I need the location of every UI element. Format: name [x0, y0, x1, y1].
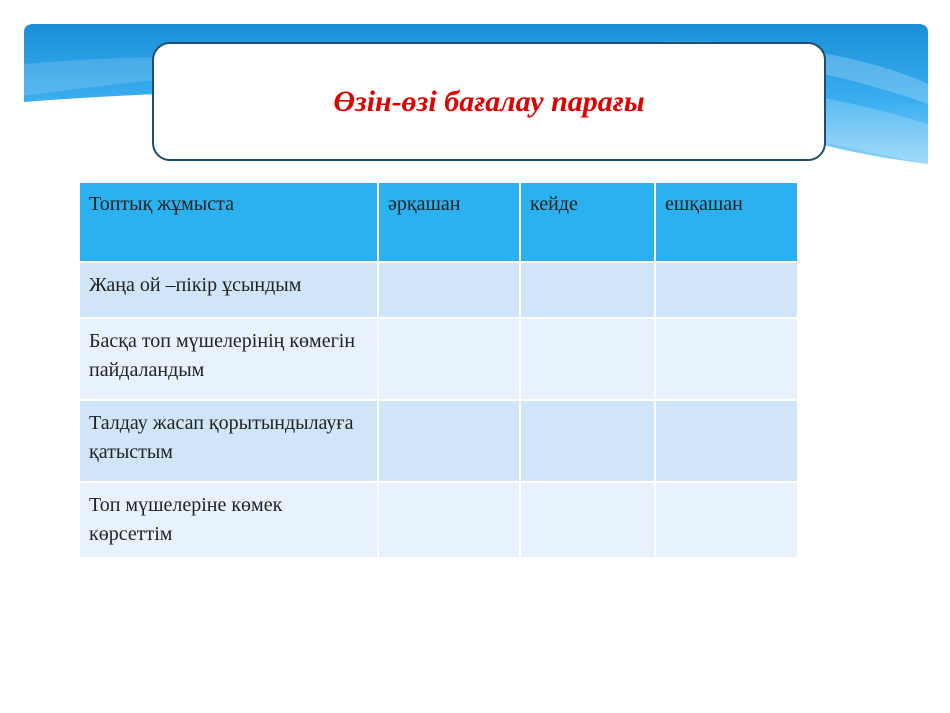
- row-label: Талдау жасап қорытындылауға қатыстым: [79, 400, 378, 482]
- cell-sometimes: [520, 482, 655, 558]
- cell-never: [655, 262, 798, 318]
- table-row: [79, 482, 798, 558]
- cell-never: [655, 318, 798, 400]
- title-box: [152, 42, 826, 161]
- table-row: [79, 400, 798, 482]
- cell-sometimes: [520, 400, 655, 482]
- header-never: ешқашан: [655, 182, 798, 262]
- header-always: әрқашан: [378, 182, 520, 262]
- cell-always: [378, 318, 520, 400]
- cell-always: [378, 482, 520, 558]
- row-label: Топ мүшелеріне көмек көрсеттім: [79, 482, 378, 558]
- header-sometimes: кейде: [520, 182, 655, 262]
- self-assessment-table: [78, 181, 799, 559]
- row-label: Басқа топ мүшелерінің көмегін пайдаландым: [79, 318, 378, 400]
- table-header-row: [79, 182, 798, 262]
- cell-sometimes: [520, 262, 655, 318]
- header-group-work: Топтық жұмыста: [79, 182, 378, 262]
- row-label: Жаңа ой –пікір ұсындым: [79, 262, 378, 318]
- table-row: [79, 318, 798, 400]
- cell-sometimes: [520, 318, 655, 400]
- cell-always: [378, 262, 520, 318]
- cell-never: [655, 482, 798, 558]
- cell-always: [378, 400, 520, 482]
- slide-title: Өзін-өзі бағалау парағы: [333, 84, 645, 118]
- table-row: [79, 262, 798, 318]
- cell-never: [655, 400, 798, 482]
